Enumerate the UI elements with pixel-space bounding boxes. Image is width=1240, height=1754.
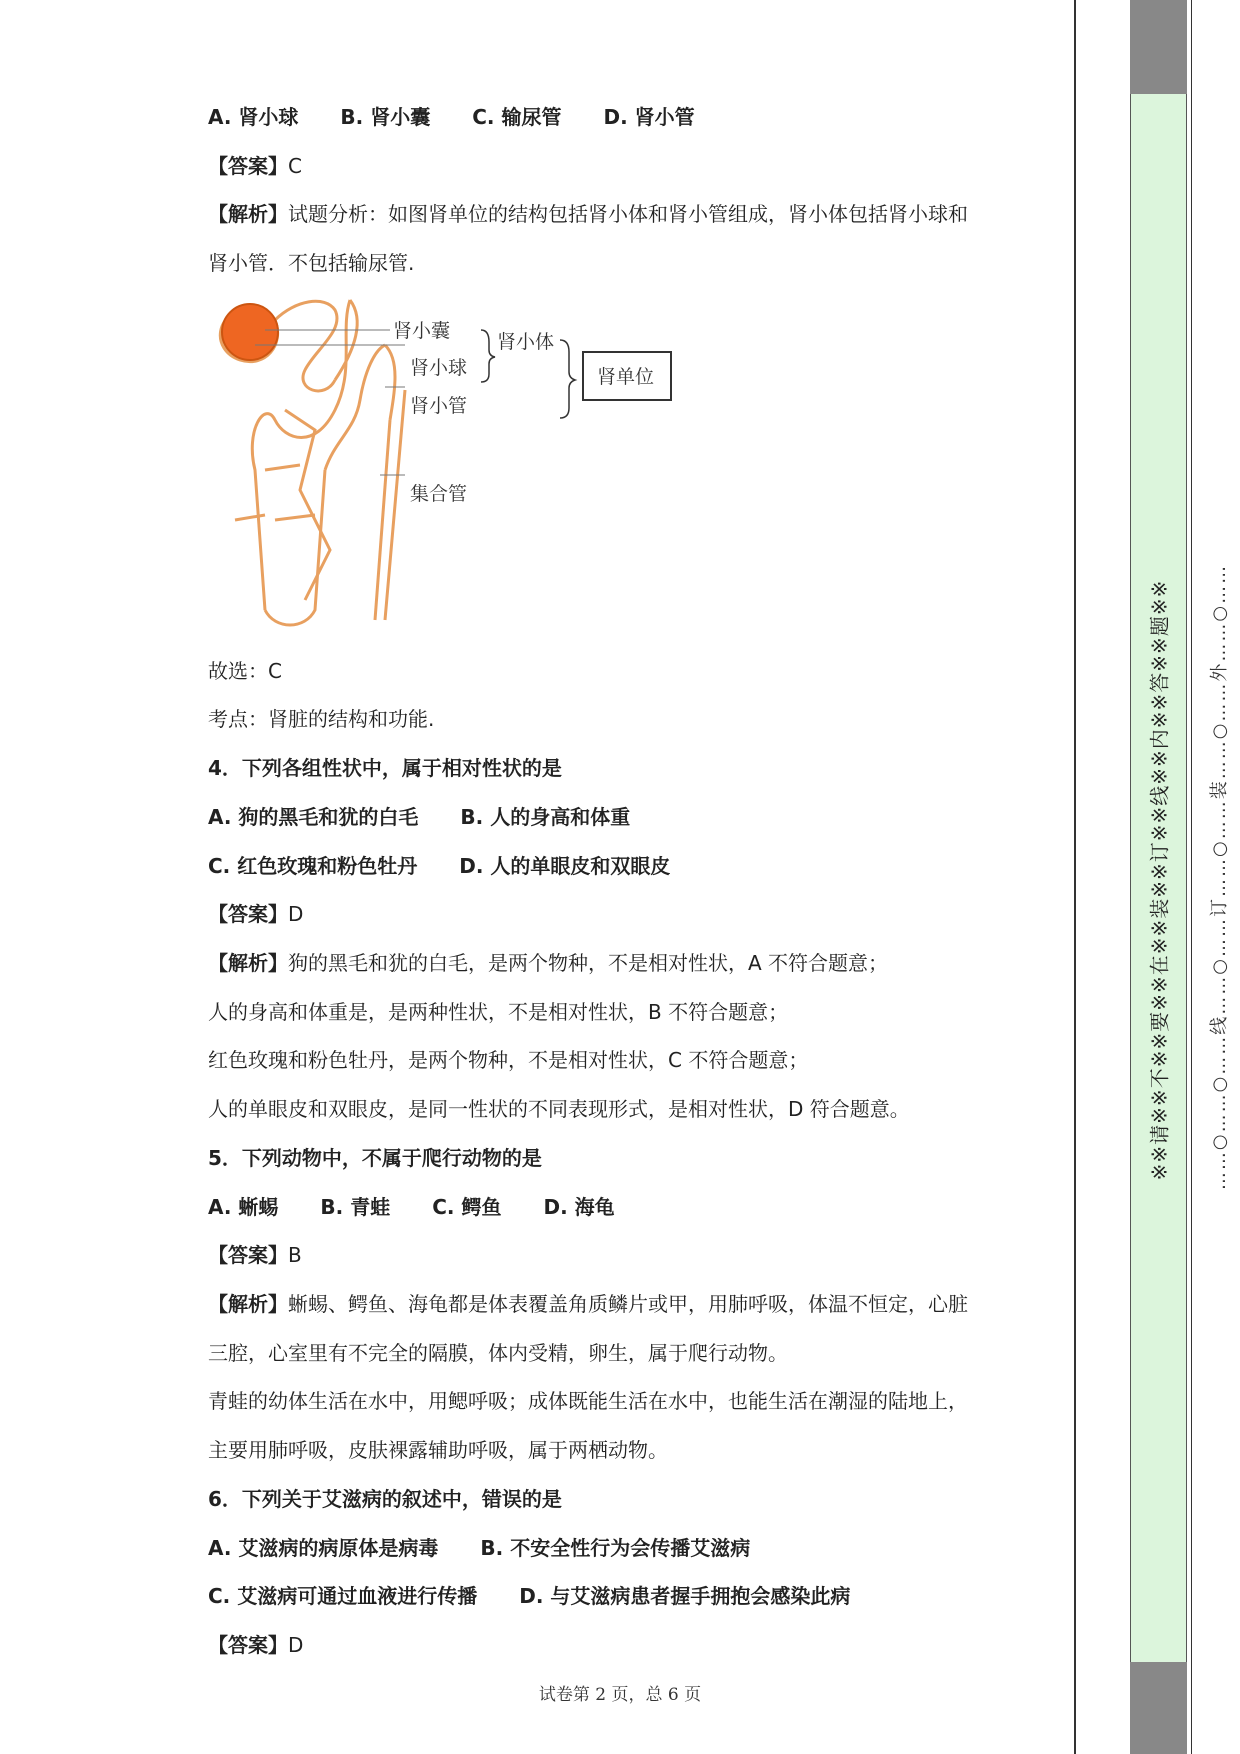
label-renal-tubule: 肾小管	[410, 395, 468, 417]
binding-gray-bottom	[1130, 1662, 1187, 1754]
q3-answer	[208, 152, 302, 180]
q5-stem: 5．下列动物中，不属于爬行动物的是	[208, 1146, 542, 1170]
answer-label: 【答案】	[208, 1633, 288, 1657]
q5-answer	[208, 1241, 302, 1269]
q3-point: 考点：肾脏的结构和功能.	[208, 707, 435, 731]
q3-analysis-line2: 肾小管．不包括输尿管.	[208, 251, 415, 275]
q3-option-c: C. 输尿管	[472, 105, 562, 129]
label-nephron: 肾单位	[597, 366, 655, 388]
brace-small	[481, 330, 495, 382]
q5-analysis-line1	[208, 1290, 968, 1318]
glomerulus-shape	[222, 304, 278, 360]
q4-option-a: A. 狗的黑毛和犹的白毛	[208, 805, 419, 829]
q6-option-b: B. 不安全性行为会传播艾滋病	[480, 1536, 751, 1560]
analysis-label: 【解析】	[208, 1292, 288, 1316]
analysis-label: 【解析】	[208, 202, 288, 226]
q3-options	[208, 103, 737, 131]
analysis-text: 蜥蜴、鳄鱼、海龟都是体表覆盖角质鳞片或甲，用肺呼吸，体温不恒定，心脏	[288, 1292, 968, 1316]
brace-large	[560, 340, 575, 418]
q6-option-a: A. 艾滋病的病原体是病毒	[208, 1536, 439, 1560]
q5-analysis-line4: 主要用肺呼吸，皮肤裸露辅助呼吸，属于两栖动物。	[208, 1438, 668, 1462]
binding-gray-top	[1130, 0, 1187, 94]
q5-analysis-line3: 青蛙的幼体生活在水中，用鳃呼吸；成体既能生活在水中，也能生活在潮湿的陆地上，	[208, 1389, 968, 1413]
q4-analysis-line2: 人的身高和体重是，是两种性状，不是相对性状，B 不符合题意；	[208, 1000, 789, 1024]
q4-option-d: D. 人的单眼皮和双眼皮	[459, 854, 671, 878]
q6-option-c: C. 艾滋病可通过血液进行传播	[208, 1584, 478, 1608]
q6-options-row2	[208, 1582, 892, 1610]
q6-option-d: D. 与艾滋病患者握手拥抱会感染此病	[519, 1584, 851, 1608]
q4-analysis-line1	[208, 949, 888, 977]
q3-option-d: D. 肾小管	[603, 105, 695, 129]
q4-option-b: B. 人的身高和体重	[460, 805, 631, 829]
answer-value: D	[288, 1633, 304, 1657]
binding-notice-text: ※※请※※不※※要※※在※※装※※订※※线※※内※※答※※题※※	[1147, 579, 1172, 1181]
q6-stem: 6．下列关于艾滋病的叙述中，错误的是	[208, 1487, 562, 1511]
label-collecting-duct: 集合管	[410, 483, 468, 505]
analysis-text: 试题分析：如图肾单位的结构包括肾小体和肾小管组成，肾小体包括肾小球和	[288, 202, 968, 226]
answer-value: B	[288, 1243, 302, 1267]
q4-options-row2	[208, 852, 712, 880]
q4-stem: 4．下列各组性状中，属于相对性状的是	[208, 756, 562, 780]
label-renal-corpuscle: 肾小体	[497, 331, 555, 353]
answer-label: 【答案】	[208, 154, 288, 178]
answer-value: D	[288, 902, 304, 926]
q5-option-c: C. 鳄鱼	[432, 1195, 502, 1219]
answer-label: 【答案】	[208, 1243, 288, 1267]
q4-option-c: C. 红色玫瑰和粉色牡丹	[208, 854, 418, 878]
q5-option-b: B. 青蛙	[320, 1195, 391, 1219]
q6-options-row1	[208, 1534, 792, 1562]
analysis-text: 狗的黑毛和犹的白毛，是两个物种，不是相对性状，A 不符合题意；	[288, 951, 889, 975]
q5-option-d: D. 海龟	[543, 1195, 615, 1219]
answer-value: C	[288, 154, 302, 178]
answer-label: 【答案】	[208, 902, 288, 926]
q3-option-a: A. 肾小球	[208, 105, 299, 129]
q4-analysis-line3: 红色玫瑰和粉色牡丹，是两个物种，不是相对性状，C 不符合题意；	[208, 1048, 809, 1072]
q3-choice: 故选：C	[208, 659, 282, 683]
q4-answer	[208, 900, 303, 928]
nephron-diagram	[205, 290, 765, 640]
q3-analysis-line1	[208, 200, 968, 228]
q3-option-b: B. 肾小囊	[340, 105, 431, 129]
q5-options	[208, 1193, 657, 1221]
q5-analysis-line2: 三腔，心室里有不完全的隔膜，体内受精，卵生，属于爬行动物。	[208, 1341, 788, 1365]
q6-answer	[208, 1631, 303, 1659]
page-footer: 试卷第 2 页，总 6 页	[538, 1685, 702, 1705]
q4-options-row1	[208, 803, 672, 831]
label-renal-capsule: 肾小囊	[393, 320, 451, 342]
q4-analysis-line4: 人的单眼皮和双眼皮，是同一性状的不同表现形式，是相对性状，D 符合题意。	[208, 1097, 910, 1121]
label-glomerulus: 肾小球	[410, 357, 468, 379]
q5-option-a: A. 蜥蜴	[208, 1195, 279, 1219]
analysis-label: 【解析】	[208, 951, 288, 975]
binding-cut-line: ……○……○……线……○……订……○……装……○……外……○……	[1209, 563, 1230, 1191]
